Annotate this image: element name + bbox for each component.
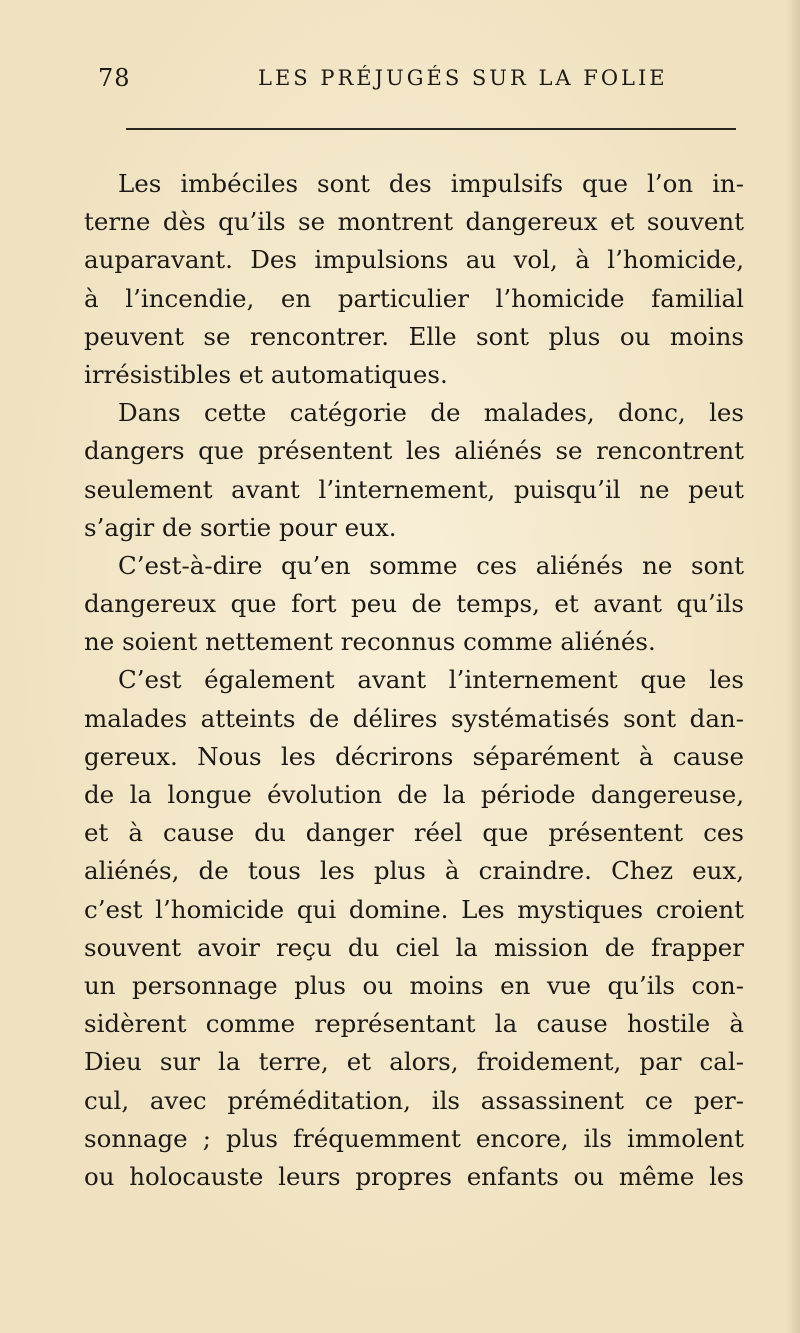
text-line: à l’incendie, en particulier l’homicide familial (84, 283, 744, 313)
text-line: C’est-à-dire qu’en somme ces aliénés ne sont (118, 550, 744, 580)
running-title: LES PRÉJUGÉS SUR LA FOLIE (258, 66, 668, 90)
text-line: et à cause du danger réel que présentent ces (84, 818, 744, 848)
text-line: gereux. Nous les décrirons séparément à cause (84, 741, 744, 771)
page-number: 78 (98, 64, 131, 92)
body-text (84, 165, 744, 1196)
text-line: malades atteints de délires systématisés sont dan- (84, 703, 744, 733)
text-line: Dieu sur la terre, et alors, froidement, par cal- (84, 1047, 744, 1077)
text-line: C’est également avant l’internement que les (118, 665, 744, 695)
text-line: terne dès qu’ils se montrent dangereux et souvent (84, 207, 744, 237)
text-line: de la longue évolution de la période dangereuse, (84, 780, 744, 809)
text-line: aliénés, de tous les plus à craindre. Chez eux, (84, 856, 744, 886)
text-line: dangereux que fort peu de temps, et avant qu’ils (84, 589, 744, 619)
text-line: Les imbéciles sont des impulsifs que l’on in- (118, 169, 744, 198)
text-line: ou holocauste leurs propres enfants ou même les (84, 1161, 744, 1191)
page-edge-shadow (786, 0, 800, 1333)
text-line: cul, avec préméditation, ils assassinent ce per- (84, 1085, 744, 1115)
text-line: auparavant. Des impulsions au vol, à l’homicide, (84, 245, 744, 275)
text-line: s’agir de sortie pour eux. (84, 512, 397, 542)
text-line: c’est l’homicide qui domine. Les mystiques croient (84, 894, 744, 924)
text-line: Dans cette catégorie de malades, donc, les (118, 398, 744, 428)
header-rule (126, 128, 736, 130)
text-line: irrésistibles et automatiques. (84, 359, 448, 389)
text-line: sonnage ; plus fréquemment encore, ils immolent (84, 1123, 744, 1153)
text-line: dangers que présentent les aliénés se rencontrent (84, 436, 744, 466)
text-line: seulement avant l’internement, puisqu’il ne peut (84, 474, 744, 504)
text-line: sidèrent comme représentant la cause hostile à (84, 1009, 744, 1039)
text-line: un personnage plus ou moins en vue qu’ils con- (84, 970, 744, 1000)
text-line: souvent avoir reçu du ciel la mission de frapper (84, 932, 744, 962)
text-line: ne soient nettement reconnus comme aliénés. (84, 627, 656, 657)
text-line: peuvent se rencontrer. Elle sont plus ou moins (84, 321, 744, 351)
running-head (0, 64, 800, 104)
